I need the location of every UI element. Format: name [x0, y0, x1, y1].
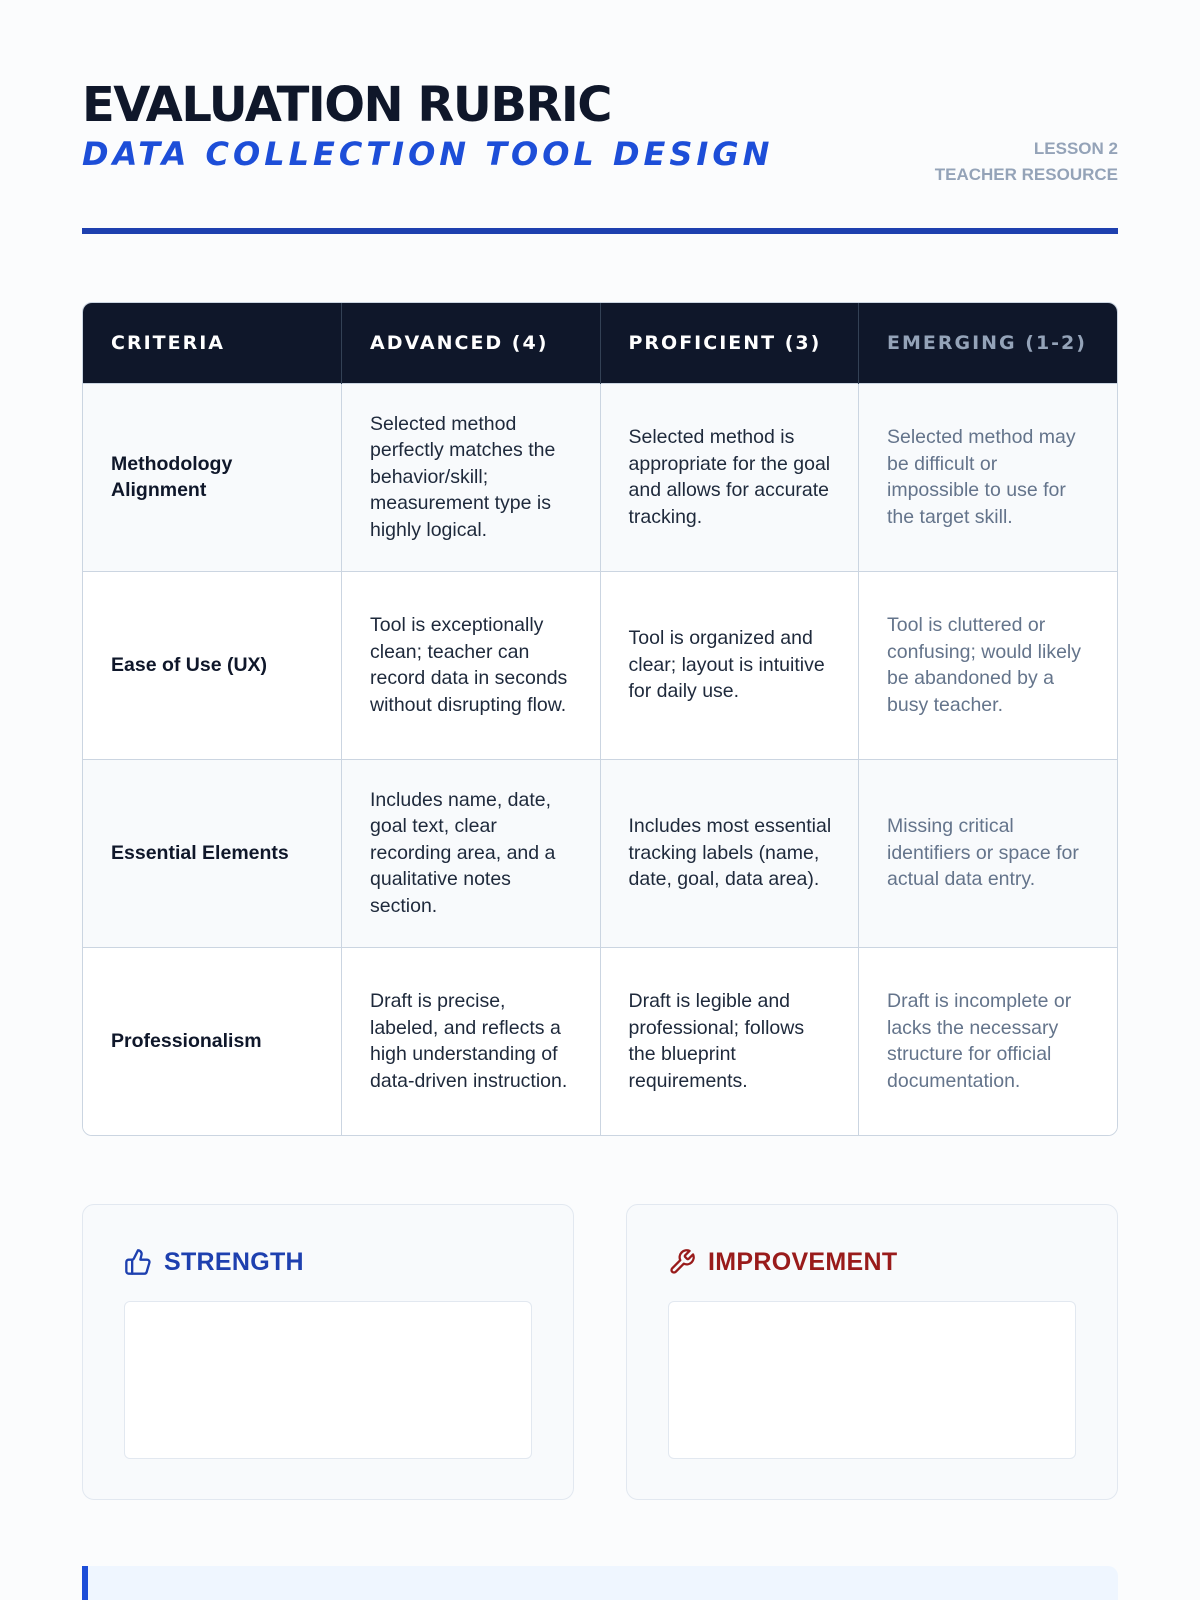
criteria-cell: Ease of Use (UX)	[83, 571, 342, 759]
table-row	[83, 759, 1117, 947]
lesson-label: LESSON 2	[1033, 139, 1118, 158]
table-row	[83, 571, 1117, 759]
strength-card	[82, 1204, 574, 1500]
emerging-cell: Draft is incomplete or lacks the necessary structure for official documentation.	[859, 947, 1118, 1135]
proficient-cell: Draft is legible and professional; follows the blueprint requirements.	[600, 947, 859, 1135]
proficient-cell: Includes most essential tracking labels (name, date, goal, data area).	[600, 759, 859, 947]
column-header-advanced: ADVANCED (4)	[342, 303, 601, 383]
page-header	[82, 0, 1118, 234]
rubric-table	[82, 302, 1118, 1136]
emerging-cell: Selected method may be difficult or impossible to use for the target skill.	[859, 383, 1118, 571]
advanced-cell: Includes name, date, goal text, clear recording area, and a qualitative notes section.	[342, 759, 601, 947]
thumbs-up-icon	[124, 1248, 152, 1276]
lesson-meta	[935, 136, 1118, 188]
improvement-header	[668, 1243, 1076, 1281]
proficient-cell: Tool is organized and clear; layout is intuitive for daily use.	[600, 571, 859, 759]
advanced-cell: Tool is exceptionally clean; teacher can record data in seconds without disrupting flow.	[342, 571, 601, 759]
criteria-cell: Essential Elements	[83, 759, 342, 947]
column-header-emerging: EMERGING (1-2)	[859, 303, 1118, 383]
resource-label: TEACHER RESOURCE	[934, 165, 1118, 184]
criteria-cell: Methodology Alignment	[83, 383, 342, 571]
footer-note-bar	[82, 1566, 1118, 1600]
emerging-cell: Missing critical identifiers or space for actual data entry.	[859, 759, 1118, 947]
advanced-cell: Selected method perfectly matches the behavior/skill; measurement type is highly logical.	[342, 383, 601, 571]
strength-header	[124, 1243, 532, 1281]
wrench-icon	[668, 1248, 696, 1276]
table-row	[83, 383, 1117, 571]
strength-title: STRENGTH	[164, 1247, 304, 1276]
page-title: EVALUATION RUBRIC	[82, 77, 611, 133]
criteria-cell: Professionalism	[83, 947, 342, 1135]
table-row	[83, 947, 1117, 1135]
advanced-cell: Draft is precise, labeled, and reflects a high understanding of data-driven instruction.	[342, 947, 601, 1135]
column-header-proficient: PROFICIENT (3)	[600, 303, 859, 383]
column-header-criteria: CRITERIA	[83, 303, 342, 383]
emerging-cell: Tool is cluttered or confusing; would likely be abandoned by a busy teacher.	[859, 571, 1118, 759]
improvement-notes-box[interactable]	[668, 1301, 1076, 1459]
page-subtitle: DATA COLLECTION TOOL DESIGN	[82, 135, 774, 174]
strength-notes-box[interactable]	[124, 1301, 532, 1459]
improvement-card	[626, 1204, 1118, 1500]
feedback-cards	[82, 1204, 1118, 1500]
rubric-header-row	[83, 303, 1117, 383]
proficient-cell: Selected method is appropriate for the goal and allows for accurate tracking.	[600, 383, 859, 571]
improvement-title: IMPROVEMENT	[708, 1247, 898, 1276]
